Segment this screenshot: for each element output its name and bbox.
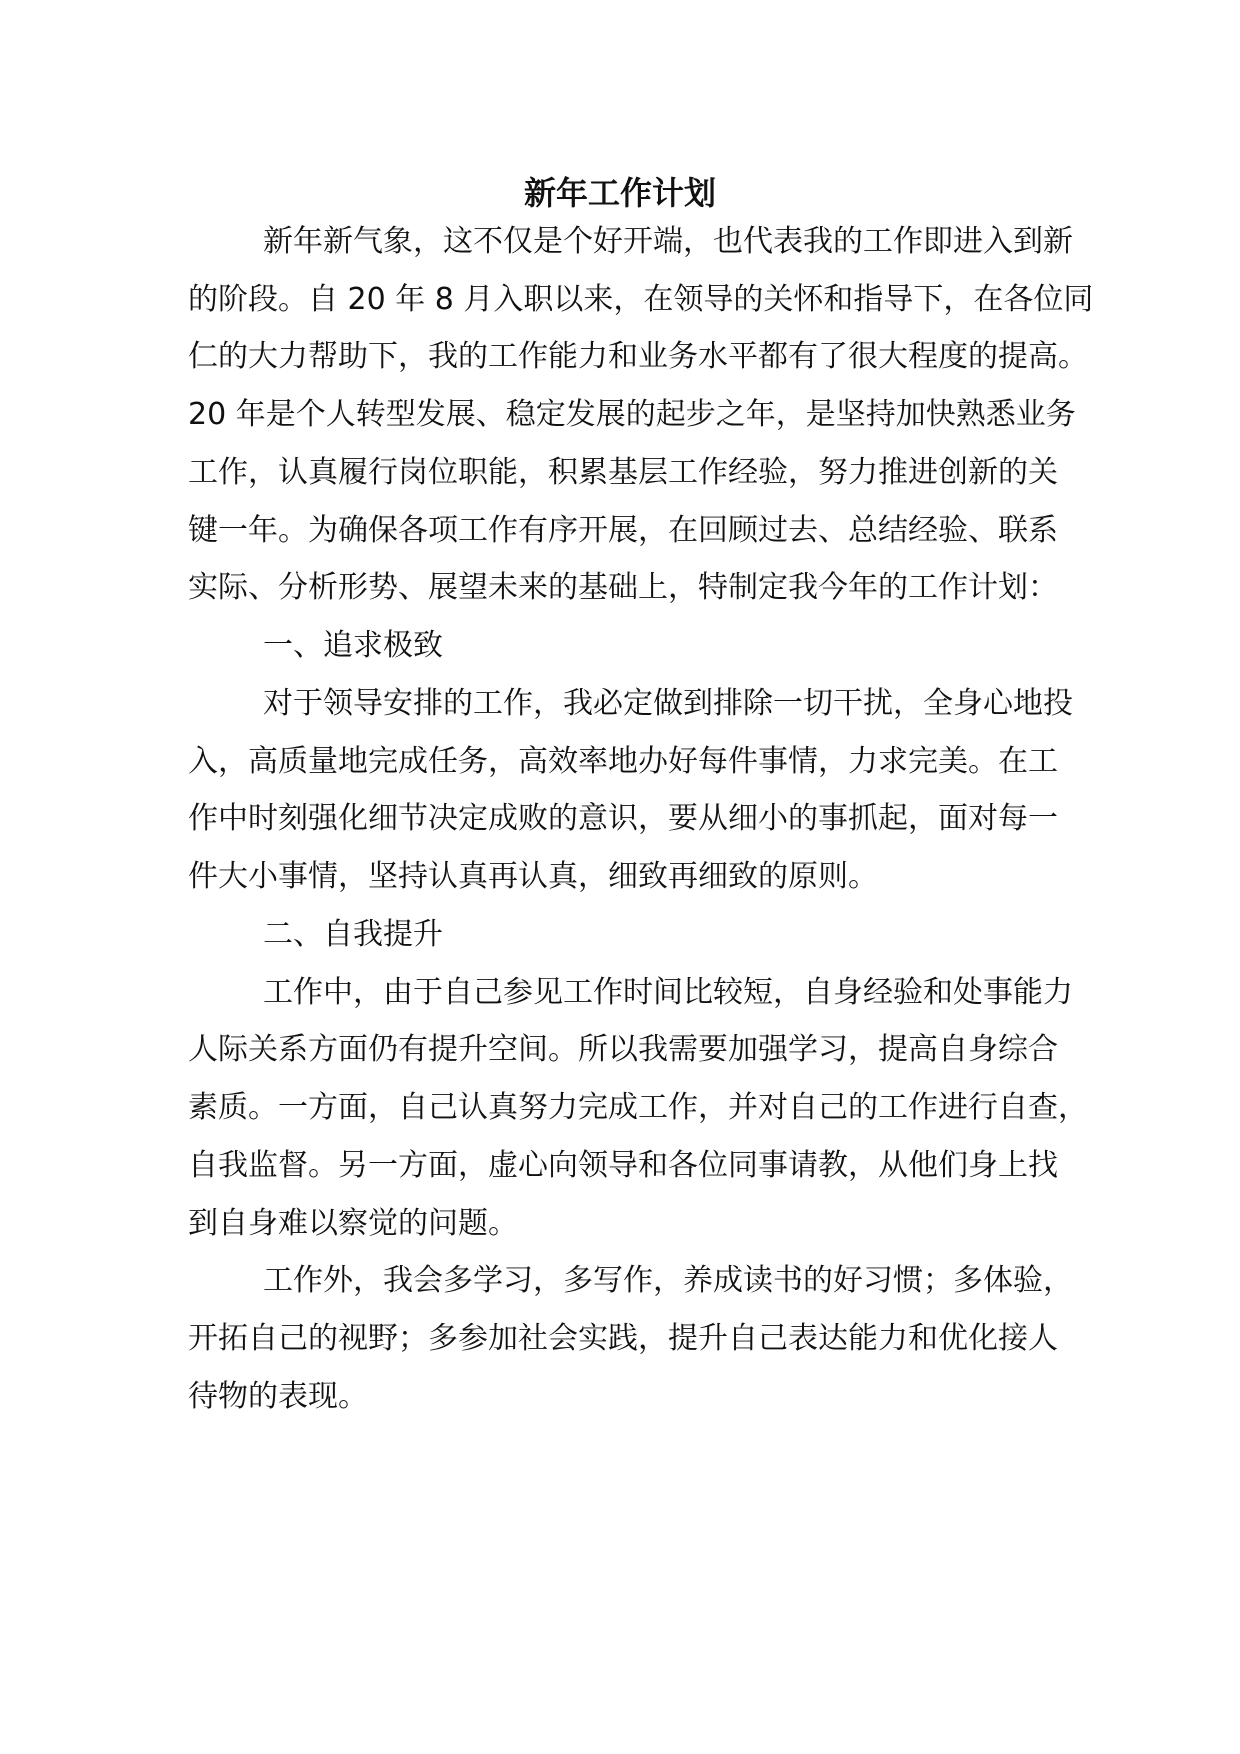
paragraph-line: 作中时刻强化细节决定成败的意识，要从细小的事抓起，面对每一 xyxy=(188,801,1058,836)
paragraph-line: 的阶段。自 20 年 8 月入职以来，在领导的关怀和指导下，在各位同 xyxy=(188,282,1094,317)
paragraph-line: 素质。一方面，自己认真努力完成工作，并对自己的工作进行自查， xyxy=(188,1090,1088,1125)
paragraph-line: 对于领导安排的工作，我必定做到排除一切干扰，全身心地投 xyxy=(263,686,1073,721)
paragraph-line: 20 年是个人转型发展、稳定发展的起步之年，是坚持加快熟悉业务 xyxy=(188,397,1076,432)
paragraph-line: 实际、分析形势、展望未来的基础上，特制定我今年的工作计划： xyxy=(188,570,1058,605)
paragraph-line: 入，高质量地完成任务，高效率地办好每件事情，力求完美。在工 xyxy=(188,744,1058,779)
paragraph-line: 件大小事情，坚持认真再认真，细致再细致的原则。 xyxy=(188,859,878,894)
section-heading: 一、追求极致 xyxy=(263,628,443,663)
section-heading: 二、自我提升 xyxy=(263,917,443,952)
paragraph-line: 键一年。为确保各项工作有序开展，在回顾过去、总结经验、联系 xyxy=(188,513,1058,548)
paragraph-line: 工作，认真履行岗位职能，积累基层工作经验，努力推进创新的关 xyxy=(188,455,1058,490)
document-title: 新年工作计划 xyxy=(523,174,716,212)
paragraph-line: 工作中，由于自己参见工作时间比较短，自身经验和处事能力 xyxy=(263,975,1073,1010)
paragraph-line: 仁的大力帮助下，我的工作能力和业务水平都有了很大程度的提高。 xyxy=(188,339,1088,374)
paragraph-line: 工作外，我会多学习，多写作，养成读书的好习惯；多体验， xyxy=(263,1263,1073,1298)
paragraph-line: 自我监督。另一方面，虚心向领导和各位同事请教，从他们身上找 xyxy=(188,1148,1058,1183)
paragraph-line: 开拓自己的视野；多参加社会实践，提升自己表达能力和优化接人 xyxy=(188,1321,1058,1356)
paragraph-line: 新年新气象，这不仅是个好开端，也代表我的工作即进入到新 xyxy=(263,224,1073,259)
paragraph-line: 待物的表现。 xyxy=(188,1379,368,1414)
paragraph-line: 到自身难以察觉的问题。 xyxy=(188,1206,518,1241)
paragraph-line: 人际关系方面仍有提升空间。所以我需要加强学习，提高自身综合 xyxy=(188,1032,1058,1067)
